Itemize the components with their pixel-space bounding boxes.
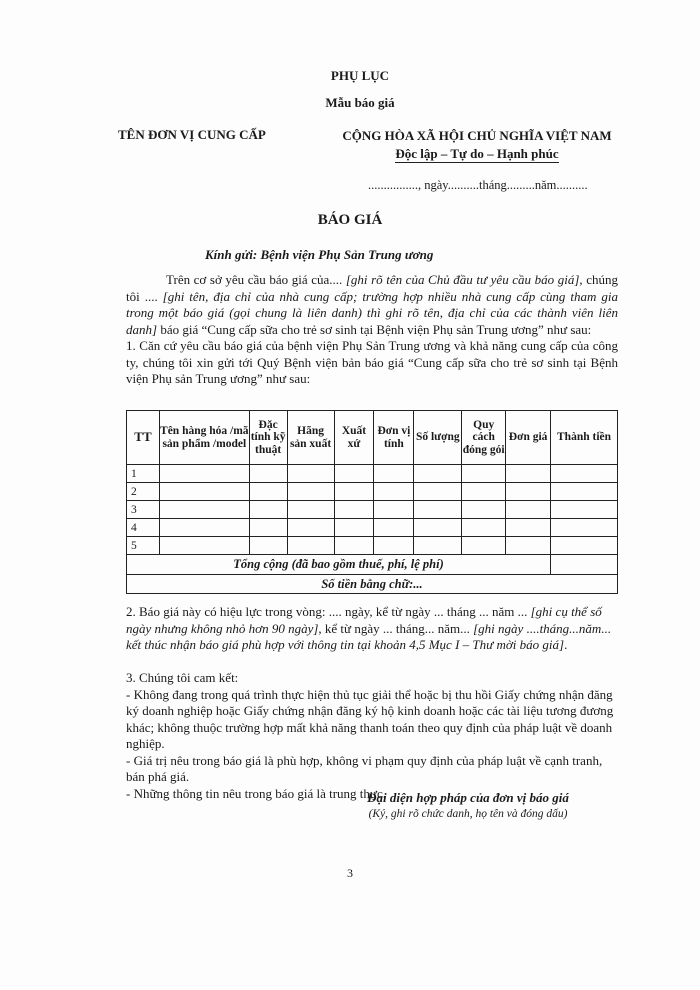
table-row [127, 519, 618, 537]
row-number: 1 [127, 465, 160, 483]
row-number: 5 [127, 537, 160, 555]
validity-d: [ghi ngày ....tháng...năm... kết thúc nhận báo giá phù hợp với thông tin tại khoản 4,5 Mục I – Thư mời báo giá] [126, 620, 612, 652]
intro-text-a: Trên cơ sở yêu cầu báo giá của.... [166, 272, 346, 287]
intro-text-b: [ghi rõ tên của Chủ đầu tư yêu cầu báo giá], [345, 272, 583, 287]
signature-note: (Ký, ghi rõ chức danh, họ tên và đóng dấu) [368, 808, 568, 820]
validity-a: 2. Báo giá này có hiệu lực trong vòng: .... ngày, kể từ ngày ... tháng ... năm ... [126, 604, 531, 619]
recipient: Kính gửi: Bệnh viện Phụ Sản Trung ương [205, 247, 434, 262]
doc-title: BÁO GIÁ [317, 212, 383, 228]
col-header-origin: Xuất xứ [334, 411, 374, 465]
col-header-packing: Quy cách đóng gói [462, 411, 506, 465]
amount-in-words-row [127, 575, 618, 594]
quote-table [126, 410, 618, 594]
row-number: 2 [127, 483, 160, 501]
intro-text-d: [ghi tên, địa chỉ của nhà cung cấp; trường hợp nhiều nhà cung cấp cùng tham gia trong một báo giá (gọi chung là liên danh) thì ghi rõ tên, địa chỉ của các thành viên liên danh] [126, 288, 618, 337]
total-row [127, 555, 618, 575]
table-row [127, 537, 618, 555]
amount-in-words: Số tiền bằng chữ:... [127, 575, 618, 594]
col-header-manufacturer: Hãng sản xuất [287, 411, 334, 465]
intro-paragraph [126, 272, 618, 388]
row-number: 3 [127, 501, 160, 519]
motto-text: Độc lập – Tự do – Hạnh phúc [395, 146, 559, 161]
commit-item-1: - Không đang trong quá trình thực hiện thủ tục giải thể hoặc bị thu hồi Giấy chứng nhận đăng ký doanh nghiệp hoặc Giấy chứng nhận đăng ký hộ kinh doanh hoặc các tài liệu tương đương khác; không thuộc trường hợp mất khả năng thanh toán theo quy định của pháp luật về doanh nghiệp. [126, 686, 614, 751]
table-row [127, 483, 618, 501]
signature-title: Đại diện hợp pháp của đơn vị báo giá [367, 790, 569, 805]
intro-item-1: 1. Căn cứ yêu cầu báo giá của bệnh viện Phụ Sản Trung ương và khả năng cung cấp của công ty, chúng tôi xin gửi tới Quý Bệnh viện bản báo giá “Cung cấp sữa cho trẻ sơ sinh tại Bệnh viện Phụ sản Trung ương” như sau: [126, 338, 618, 386]
total-label: Tổng cộng (đã bao gồm thuế, phí, lệ phí) [127, 555, 551, 575]
col-header-spec: Đặc tính kỹ thuật [249, 411, 287, 465]
intro-text-e: báo giá “Cung cấp sữa cho trẻ sơ sinh tại Bệnh viện Phụ sản Trung ương” như sau: [157, 321, 592, 337]
table-header-row [127, 411, 618, 465]
validity-b: [ghi cụ thể số ngày nhưng không nhỏ hơn 90 ngày] [126, 604, 602, 636]
page-number: 3 [347, 866, 353, 880]
intro-text-c: chúng tôi .... [126, 272, 619, 304]
commit-item-2: - Giá trị nêu trong báo giá là phù hợp, không vi phạm quy định của pháp luật về cạnh tranh, bán phá giá. [126, 752, 603, 784]
col-header-quantity: Số lượng [414, 411, 462, 465]
motto [336, 145, 618, 162]
country-name: CỘNG HÒA XÃ HỘI CHỦ NGHĨA VIỆT NAM [342, 128, 612, 143]
validity-e: . [564, 637, 568, 652]
col-header-amount: Thành tiền [551, 411, 618, 465]
validity-c: , kể từ ngày ... tháng... năm... [318, 620, 474, 636]
table-row [127, 465, 618, 483]
commit-heading: 3. Chúng tôi cam kết: [126, 670, 239, 685]
row-number: 4 [127, 519, 160, 537]
supplier-name: TÊN ĐƠN VỊ CUNG CẤP [118, 127, 266, 142]
commit-item-3: - Những thông tin nêu trong báo giá là trung thực. [126, 785, 386, 801]
col-header-tt: TT [127, 411, 160, 465]
table-row [127, 501, 618, 519]
commitments [126, 670, 620, 802]
col-header-product: Tên hàng hóa /mã sản phẩm /model [159, 411, 249, 465]
appendix-heading: PHỤ LỤC [330, 68, 390, 83]
subtitle: Mẫu báo giá [325, 95, 395, 110]
date-line: ................, ngày..........tháng.........năm.......... [368, 178, 588, 192]
col-header-unit-price: Đơn giá [506, 411, 551, 465]
col-header-unit: Đơn vị tính [374, 411, 414, 465]
validity-paragraph [126, 604, 620, 654]
